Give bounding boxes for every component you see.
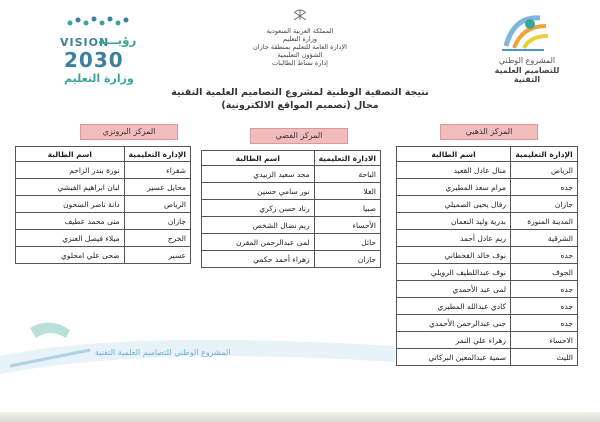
ministry-line: الشؤون التعليمية: [277, 51, 323, 59]
table-row: [202, 251, 381, 268]
district-cell: الباحة: [314, 166, 380, 183]
name-cell: منى محمد عطيف: [16, 213, 125, 230]
ministry-line: وزارة التعليم: [282, 35, 318, 43]
table-row: [397, 213, 578, 230]
bronze-table: [15, 146, 191, 264]
district-cell: الجوف: [511, 264, 578, 281]
table-row: [202, 166, 381, 183]
district-cell: عسير: [124, 247, 190, 264]
column-header-district: الإدارة التعليمية: [124, 147, 190, 162]
name-cell: دانة ناصر السحون: [16, 196, 125, 213]
district-cell: الرياض: [124, 196, 190, 213]
column-header-name: اسم الطالبة: [16, 147, 125, 162]
name-cell: ريم عادل أحمد: [397, 230, 511, 247]
gold-caption: المركز الذهبي: [440, 124, 538, 140]
table-row: [397, 230, 578, 247]
district-cell: جده: [511, 179, 578, 196]
column-header-name: اسم الطالبة: [202, 151, 315, 166]
title-line2: مجال (تصميم المواقع الالكترونية): [221, 100, 379, 111]
watermark-banner: [0, 316, 395, 374]
name-cell: رفال يحيى الصميلي: [397, 196, 511, 213]
gold-table: [396, 146, 578, 366]
district-cell: شقراء: [124, 162, 190, 179]
table-row: [397, 281, 578, 298]
name-cell: كادي عبدالله المطيري: [397, 298, 511, 315]
name-cell: زهراء علي النمر: [397, 332, 511, 349]
name-cell: لمى عبدالرحمن المقرن: [202, 234, 315, 251]
district-cell: جازان: [124, 213, 190, 230]
vision-label-ar: رؤيـــة: [98, 33, 137, 47]
name-cell: سمية عبدالمعين البركاتي: [397, 349, 511, 366]
vision-2030-logo: [30, 14, 170, 85]
column-header-name: اسم الطالبة: [397, 147, 511, 162]
document-title: [150, 86, 450, 112]
name-cell: ضحى علي امحلوي: [16, 247, 125, 264]
name-cell: مجد سعيد الزبيدي: [202, 166, 315, 183]
district-cell: الأحساء: [314, 217, 380, 234]
table-row: [397, 162, 578, 179]
project-emblem-icon: [500, 10, 554, 54]
table-row: [397, 349, 578, 366]
district-cell: محايل عسير: [124, 179, 190, 196]
district-cell: جده: [511, 315, 578, 332]
project-logo: [484, 10, 570, 82]
silver-table: [201, 150, 381, 268]
scan-edge: [0, 412, 600, 422]
name-cell: جنى عبدالرحمن الأحمدي: [397, 315, 511, 332]
table-row: [397, 196, 578, 213]
name-cell: ريم نضال الشخص: [202, 217, 315, 234]
district-cell: جده: [511, 281, 578, 298]
district-cell: صبيا: [314, 200, 380, 217]
table-row: [397, 315, 578, 332]
district-cell: جازان: [314, 251, 380, 268]
district-cell: المدينة المنورة: [511, 213, 578, 230]
table-row: [202, 234, 381, 251]
name-cell: منال عادل القعيد: [397, 162, 511, 179]
district-cell: الشرقية: [511, 230, 578, 247]
name-cell: نورة بندر الزاحم: [16, 162, 125, 179]
name-cell: نور سامي حسين: [202, 183, 315, 200]
name-cell: رناد حسن زكري: [202, 200, 315, 217]
watermark-text: المشروع الوطني للتصاميم العلمية التقنية: [95, 348, 231, 357]
district-cell: جده: [511, 298, 578, 315]
name-cell: لمى عبد الأحمدي: [397, 281, 511, 298]
name-cell: بدرية وليد النعمان: [397, 213, 511, 230]
name-cell: ميلاء فيصل العنزي: [16, 230, 125, 247]
district-cell: الليث: [511, 349, 578, 366]
name-cell: لبان ابراهيم الفيشي: [16, 179, 125, 196]
name-cell: نوف عبداللطيف الرويلي: [397, 264, 511, 281]
table-row: [397, 298, 578, 315]
title-line1: نتيجة التصفية الوطنية لمشروع التصاميم العلمية التقنية: [171, 87, 429, 98]
table-row: [16, 162, 191, 179]
table-row: [397, 264, 578, 281]
table-row: [397, 179, 578, 196]
district-cell: جازان: [511, 196, 578, 213]
project-title-line1: المشروع الوطني: [498, 56, 556, 65]
palm-emblem-icon: [290, 8, 310, 22]
vision-dots-icon: [62, 14, 142, 28]
ministry-name: وزارة التعليم: [64, 72, 134, 85]
name-cell: نوف خالد القحطاني: [397, 247, 511, 264]
silver-caption: المركز الفضي: [250, 128, 348, 144]
table-row: [16, 179, 191, 196]
table-row: [397, 332, 578, 349]
district-cell: الرياض: [511, 162, 578, 179]
ministry-line: إدارة نشاط الطالبات: [272, 59, 328, 67]
name-cell: مرام سعد المطيري: [397, 179, 511, 196]
table-row: [16, 213, 191, 230]
table-row: [16, 247, 191, 264]
table-row: [202, 217, 381, 234]
ministry-line: المملكة العربية السعودية: [266, 27, 334, 35]
bronze-caption: المركز البرونزي: [80, 124, 178, 140]
ministry-header: [250, 8, 350, 67]
table-row: [16, 230, 191, 247]
column-header-district: الإدارة التعليمية: [511, 147, 578, 162]
ministry-line: الإدارة العامة للتعليم بمنطقة جازان: [253, 43, 347, 51]
district-cell: العلا: [314, 183, 380, 200]
table-row: [16, 196, 191, 213]
vision-year: 2030: [64, 48, 124, 72]
column-header-district: الادارة التعليمية: [314, 151, 380, 166]
table-row: [397, 247, 578, 264]
table-row: [202, 183, 381, 200]
project-title-line2: للتصاميم العلمية التقنية: [494, 66, 560, 84]
district-cell: الاحساء: [511, 332, 578, 349]
name-cell: زهراء أحمد حكمي: [202, 251, 315, 268]
district-cell: حائل: [314, 234, 380, 251]
vision-label-en: VISION: [60, 36, 110, 49]
district-cell: جده: [511, 247, 578, 264]
table-row: [202, 200, 381, 217]
district-cell: الخرج: [124, 230, 190, 247]
